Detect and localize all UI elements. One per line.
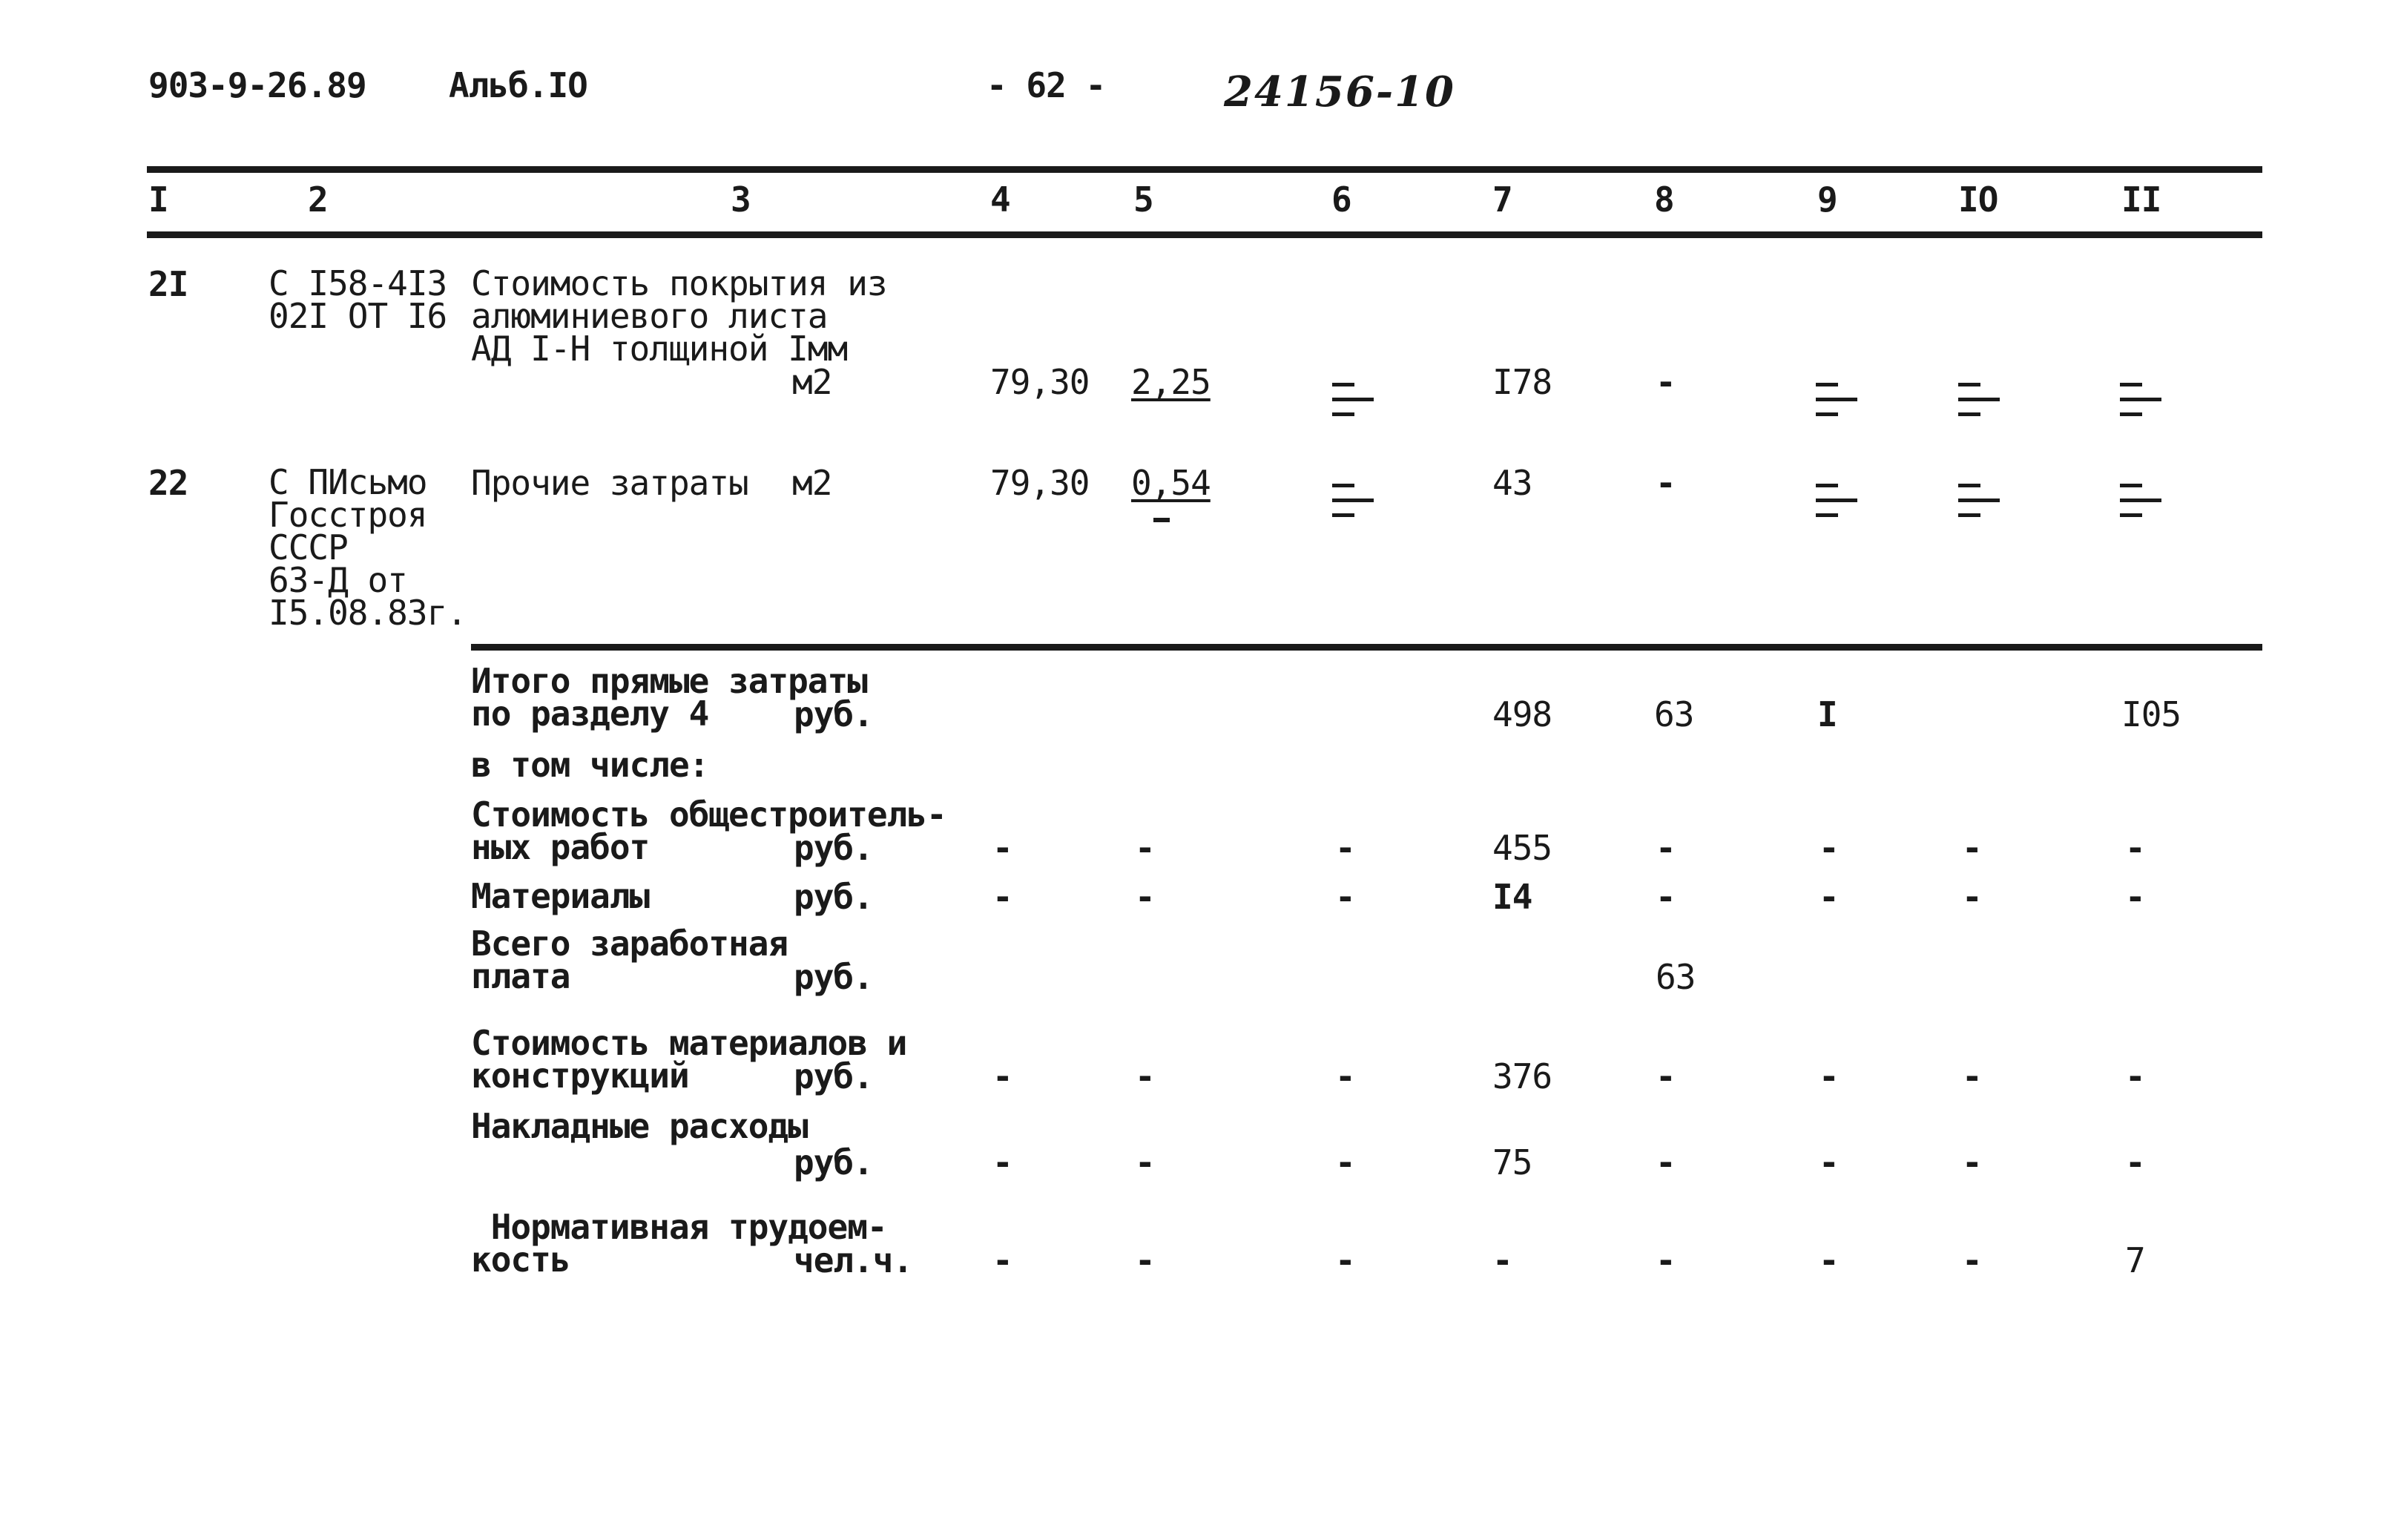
row-col-8: - [1656, 463, 1676, 503]
item-unit: руб. [794, 1142, 873, 1182]
item-label: Нормативная трудоем- кость [471, 1207, 887, 1280]
totals-label: Итого прямые затраты по разделу 4 [471, 661, 867, 734]
item-col-5: - [1135, 1240, 1155, 1280]
column-header-7: 7 [1492, 180, 1512, 220]
item-col-4: - [992, 1240, 1012, 1280]
item-col-5: - [1135, 877, 1155, 917]
item-label: Стоимость общестроитель- ных работ [471, 794, 946, 867]
item-col-11: - [2125, 877, 2145, 917]
row-total: 43 [1492, 463, 1532, 503]
item-col-6: - [1335, 1142, 1355, 1182]
row-description: Прочие затраты [471, 463, 748, 503]
totals-col-7: 498 [1492, 694, 1552, 734]
item-col-4: - [992, 1142, 1012, 1182]
row-col-8: - [1656, 362, 1676, 402]
row-code: С I58-4I3 02I ОТ I6 [269, 263, 447, 336]
row-total: I78 [1492, 362, 1552, 402]
ditto-mark [1816, 380, 1857, 421]
item-unit: руб. [794, 828, 873, 868]
row-unit-price: 2,25 [1131, 362, 1211, 402]
item-col-6: - [1335, 877, 1355, 917]
item-col-8: - [1656, 1240, 1676, 1280]
item-col-4: - [992, 1056, 1012, 1096]
table-top-rule [147, 166, 2262, 173]
item-col-7: 75 [1492, 1142, 1532, 1182]
column-header-3: 3 [731, 180, 751, 220]
document-code: 903-9-26.89 [148, 65, 366, 105]
including-label: в том числе: [471, 745, 709, 785]
item-col-10: - [1962, 828, 1982, 868]
item-col-8: - [1656, 1056, 1676, 1096]
item-col-5: - [1135, 1142, 1155, 1182]
item-col-10: - [1962, 1240, 1982, 1280]
row-code: С ПИсьмо Госстроя СССР 63-Д от I5.08.83г. [269, 462, 467, 633]
item-col-7: 376 [1492, 1056, 1552, 1096]
column-header-2: 2 [308, 180, 328, 220]
item-label: Стоимость материалов и конструкций [471, 1023, 907, 1096]
column-header-10: IO [1958, 180, 1998, 220]
item-col-8: 63 [1656, 957, 1696, 997]
totals-rule [471, 644, 2262, 651]
totals-col-9: I [1817, 694, 1837, 734]
ditto-mark [1816, 481, 1857, 522]
column-header-6: 6 [1331, 180, 1351, 220]
item-unit: руб. [794, 1056, 873, 1096]
item-col-9: - [1819, 828, 1839, 868]
item-col-7: I4 [1492, 877, 1532, 917]
item-col-7: 455 [1492, 828, 1552, 868]
item-col-10: - [1962, 1056, 1982, 1096]
row-quantity: 79,30 [990, 362, 1090, 402]
item-unit: руб. [794, 877, 873, 917]
album-label: Альб.IO [449, 65, 587, 105]
row-description: Стоимость покрытия из алюминиевого листа АД I-Н толщиной Iмм [471, 263, 887, 369]
handwritten-number: 24156-10 [1224, 68, 1455, 116]
item-col-6: - [1335, 1056, 1355, 1096]
item-col-11: 7 [2125, 1240, 2145, 1280]
item-col-5: - [1135, 1056, 1155, 1096]
column-header-9: 9 [1817, 180, 1837, 220]
item-col-7: - [1492, 1240, 1512, 1280]
item-col-9: - [1819, 877, 1839, 917]
header-bottom-rule [147, 231, 2262, 238]
totals-col-11: I05 [2121, 694, 2181, 734]
item-col-4: - [992, 877, 1012, 917]
item-col-8: - [1656, 828, 1676, 868]
page-number: - 62 - [987, 65, 1106, 105]
row-unit: м2 [792, 362, 832, 402]
item-col-6: - [1335, 1240, 1355, 1280]
totals-unit: руб. [794, 694, 873, 734]
row-number: 2I [148, 264, 188, 304]
ditto-mark [1332, 481, 1374, 522]
ditto-mark [1332, 380, 1374, 421]
row-number: 22 [148, 463, 188, 503]
item-col-10: - [1962, 1142, 1982, 1182]
row-unit-price: 0,54 [1131, 463, 1211, 503]
item-col-11: - [2125, 828, 2145, 868]
item-col-6: - [1335, 828, 1355, 868]
dash-mark [1153, 518, 1170, 522]
item-label: Материалы [471, 876, 650, 916]
item-col-4: - [992, 828, 1012, 868]
row-quantity: 79,30 [990, 463, 1090, 503]
column-header-5: 5 [1133, 180, 1153, 220]
item-col-8: - [1656, 1142, 1676, 1182]
column-header-8: 8 [1654, 180, 1674, 220]
item-col-8: - [1656, 877, 1676, 917]
item-col-9: - [1819, 1142, 1839, 1182]
item-col-11: - [2125, 1142, 2145, 1182]
item-label: Всего заработная плата [471, 924, 788, 996]
item-unit: руб. [794, 957, 873, 997]
column-header-11: II [2121, 180, 2161, 220]
ditto-mark [1958, 481, 2000, 522]
ditto-mark [1958, 380, 2000, 421]
item-label: Накладные расходы [471, 1106, 808, 1146]
item-col-11: - [2125, 1056, 2145, 1096]
column-header-4: 4 [990, 180, 1010, 220]
ditto-mark [2120, 481, 2161, 522]
ditto-mark [2120, 380, 2161, 421]
item-col-10: - [1962, 877, 1982, 917]
column-header-1: I [148, 180, 168, 220]
item-col-9: - [1819, 1056, 1839, 1096]
row-unit: м2 [792, 463, 832, 503]
totals-col-8: 63 [1654, 694, 1694, 734]
item-col-5: - [1135, 828, 1155, 868]
item-unit: чел.ч. [794, 1240, 913, 1280]
item-col-9: - [1819, 1240, 1839, 1280]
